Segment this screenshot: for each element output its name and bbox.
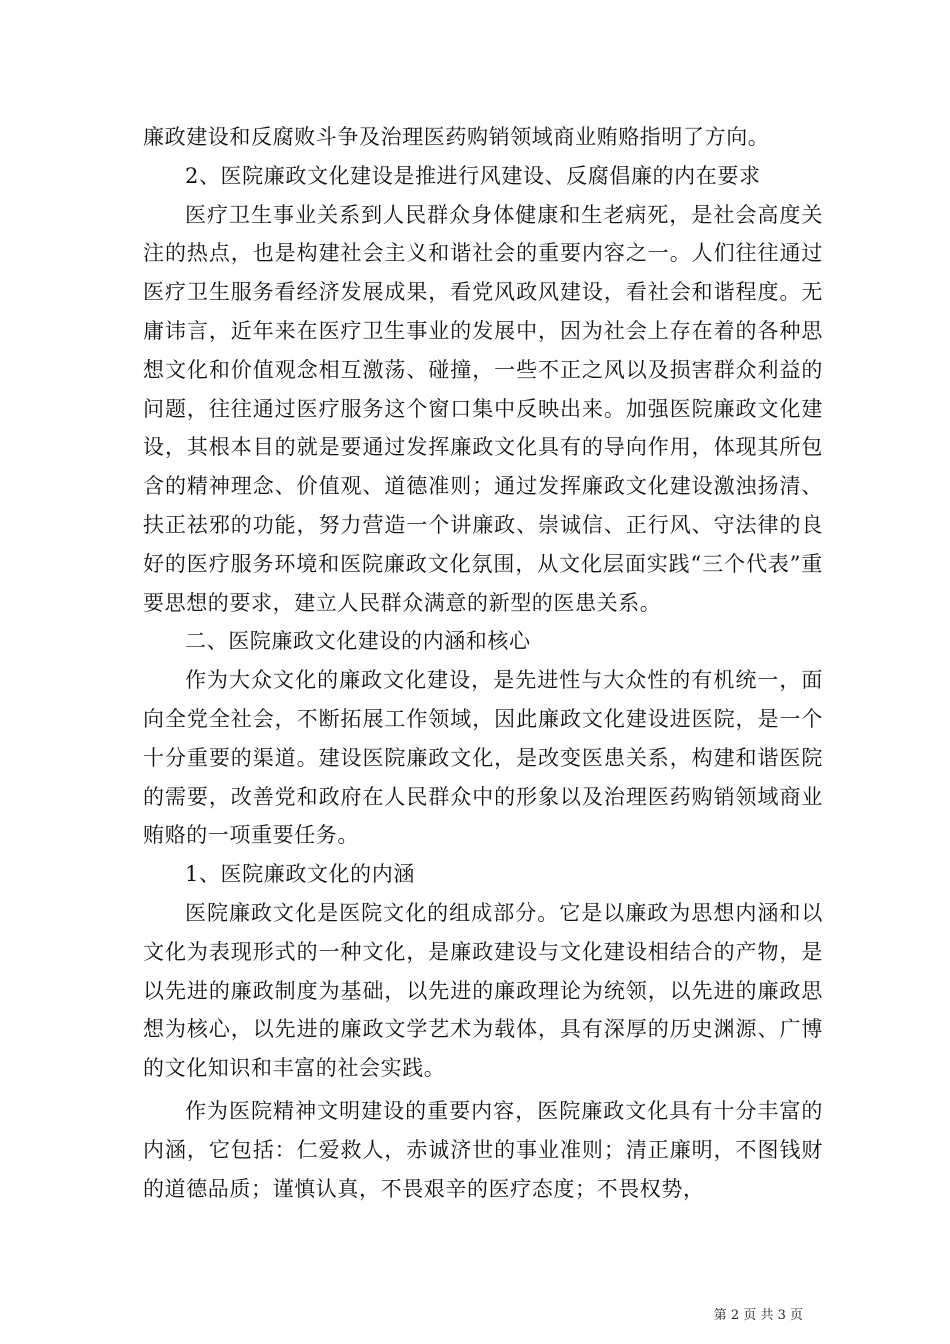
section-heading-2: 2、医院廉政文化建设是推进行风建设、反腐倡廉的内在要求 bbox=[185, 163, 761, 188]
section-heading-connotation-core: 二、医院廉政文化建设的内涵和核心 bbox=[185, 629, 531, 654]
section-heading-1-connotation: 1、医院廉政文化的内涵 bbox=[185, 862, 415, 887]
document-body bbox=[143, 118, 823, 1208]
paragraph-medical-service: 医疗卫生事业关系到人民群众身体健康和生老病死，是社会高度关注的热点，也是构建社会主义和谐社会的重要内容之一。人们往往通过医疗卫生服务看经济发展成果，看党风政风建设，看社会和谐程度。无庸讳言，近年来在医疗卫生事业的发展中，因为社会上存在着的各种思想文化和价值观念相互激荡、碰撞，一些不正之风以及损害群众利益的问题，往往通过医疗服务这个窗口集中反映出来。加强医院廉政文化建设，其根本目的就是要通过发挥廉政文化具有的导向作用，体现其所包含的精神理念、价值观、道德准则；通过发挥廉政文化建设激浊扬清、扶正祛邪的功能，努力营造一个讲廉政、崇诚信、正行风、守法律的良好的医疗服务环境和医院廉政文化氛围，从文化层面实践“三个代表”重要思想的要求，建立人民群众满意的新型的医患关系。 bbox=[143, 202, 823, 615]
paragraph-rich-connotation: 作为医院精神文明建设的重要内容，医院廉政文化具有十分丰富的内涵，它包括：仁爱救人，赤诚济世的事业准则；清正廉明，不图钱财的道德品质；谨慎认真，不畏艰辛的医疗态度；不畏权势， bbox=[143, 1098, 823, 1201]
page-number-footer: 第 2 页 共 3 页 bbox=[713, 1308, 803, 1323]
paragraph-hospital-culture: 医院廉政文化是医院文化的组成部分。它是以廉政为思想内涵和以文化为表现形式的一种文化，是廉政建设与文化建设相结合的产物，是以先进的廉政制度为基础，以先进的廉政理论为统领，以先进的廉政思想为核心，以先进的廉政文学艺术为载体，具有深厚的历史渊源、广博的文化知识和丰富的社会实践。 bbox=[143, 900, 823, 1081]
paragraph-continuation: 廉政建设和反腐败斗争及治理医药购销领域商业贿赂指明了方向。 bbox=[143, 125, 770, 149]
paragraph-mass-culture: 作为大众文化的廉政文化建设，是先进性与大众性的有机统一，面向全党全社会，不断拓展工作领域，因此廉政文化建设进医院，是一个十分重要的渠道。建设医院廉政文化，是改变医患关系，构建和谐医院的需要，改善党和政府在人民群众中的形象以及治理医药购销领域商业贿赂的一项重要任务。 bbox=[143, 668, 823, 848]
